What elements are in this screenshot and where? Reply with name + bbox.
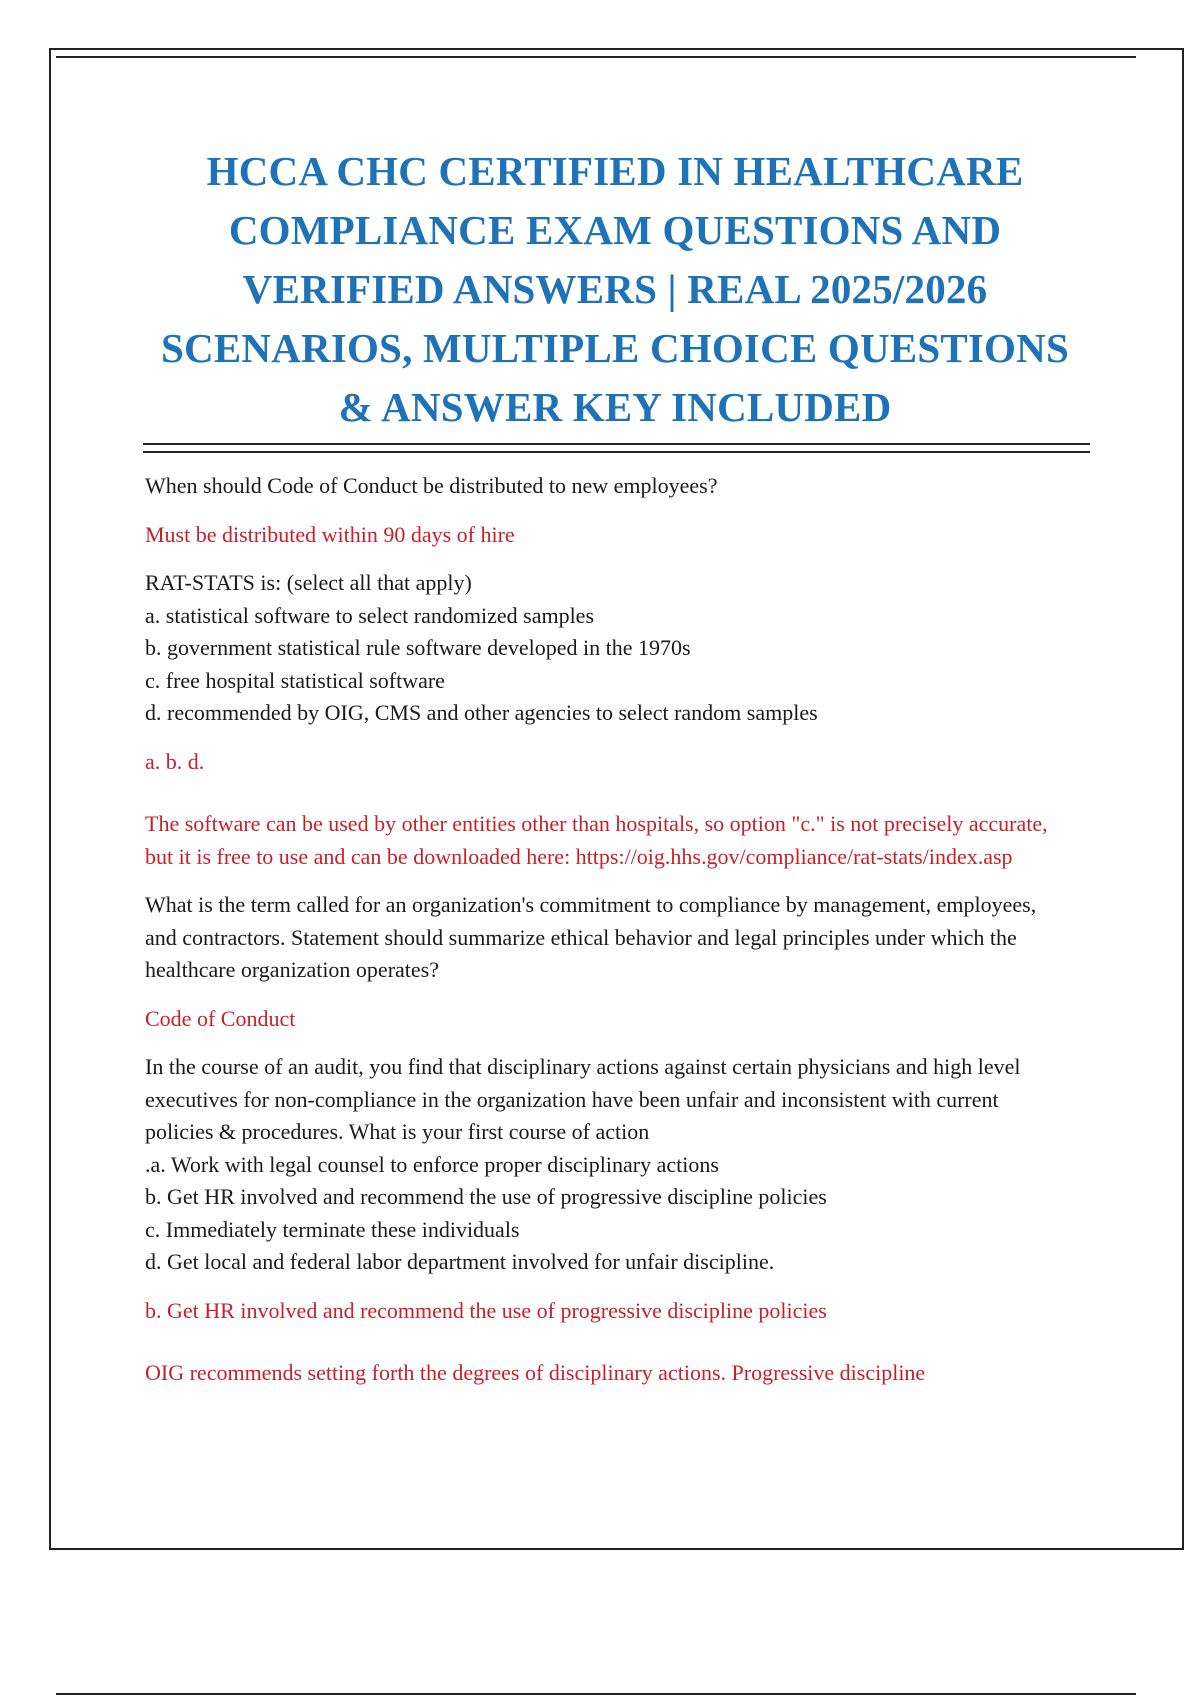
- answer-block-3: [145, 1003, 1070, 1036]
- option-c: c. Immediately terminate these individuals: [145, 1216, 520, 1242]
- question-block-4: [145, 1051, 1070, 1279]
- answer-block-4: [145, 1295, 1070, 1328]
- title-double-rule: [143, 443, 1090, 453]
- answer-block-2: [145, 746, 1070, 779]
- option-a: a. statistical software to select randomized samples: [145, 602, 595, 628]
- answer-text: b. Get HR involved and recommend the use of progressive discipline policies: [145, 1297, 827, 1323]
- document-title: HCCA CHC CERTIFIED IN HEALTHCARE COMPLIANCE EXAM QUESTIONS AND VERIFIED ANSWERS | REAL 2025/2026 SCENARIOS, MULTIPLE CHOICE QUESTIONS & ANSWER KEY INCLUDED: [161, 148, 1069, 430]
- top-rule: [56, 56, 1136, 58]
- option-b: b. Get HR involved and recommend the use of progressive discipline policies: [145, 1184, 827, 1209]
- answer-text: a. b. d.: [145, 748, 205, 774]
- question-text: When should Code of Conduct be distributed to new employees?: [145, 473, 718, 498]
- question-text: In the course of an audit, you find that disciplinary actions against certain physicians and high level executives for non-compliance in the organization have been unfair and inconsistent with current policies & procedures. What is your first course of action: [145, 1054, 1021, 1144]
- option-a: .a. Work with legal counsel to enforce proper disciplinary actions: [145, 1151, 719, 1177]
- question-text: RAT-STATS is: (select all that apply): [145, 570, 472, 595]
- answer-text: Code of Conduct: [145, 1005, 296, 1031]
- question-block-3: [145, 889, 1070, 987]
- option-c: c. free hospital statistical software: [145, 667, 445, 693]
- question-text: What is the term called for an organization's commitment to compliance by management, employees, and contractors. Statement should summarize ethical behavior and legal principles under which the healthcare organization operates?: [145, 892, 1037, 982]
- explanation-block-4: [145, 1357, 1070, 1390]
- document-content: [145, 470, 1070, 1406]
- option-d: d. recommended by OIG, CMS and other agencies to select random samples: [145, 700, 818, 725]
- question-block-1: [145, 470, 1070, 503]
- question-block-2: [145, 567, 1070, 730]
- answer-text: Must be distributed within 90 days of hire: [145, 521, 515, 547]
- explanation-text: OIG recommends setting forth the degrees of disciplinary actions. Progressive discipline: [145, 1360, 926, 1385]
- answer-block-1: [145, 519, 1070, 552]
- explanation-block-2: [145, 808, 1070, 873]
- option-b: b. government statistical rule software developed in the 1970s: [145, 635, 691, 660]
- explanation-text: The software can be used by other entities other than hospitals, so option "c." is not precisely accurate, but it is free to use and can be downloaded here: https://oig.hhs.gov/compliance/rat-stats/index.asp: [145, 811, 1048, 869]
- bottom-rule: [56, 1693, 1136, 1695]
- option-d: d. Get local and federal labor department involved for unfair discipline.: [145, 1249, 775, 1274]
